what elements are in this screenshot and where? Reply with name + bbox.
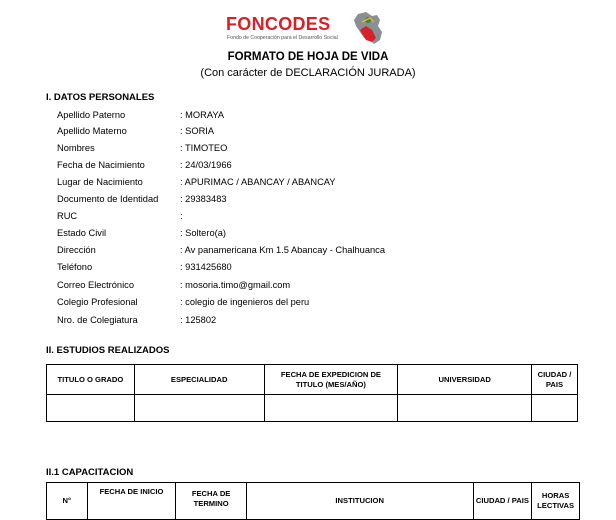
field-label: Dirección: [57, 245, 96, 255]
field-value: : 931425680: [180, 262, 232, 272]
table-cell: [134, 395, 264, 422]
field-label: Nombres: [57, 143, 95, 153]
foncodes-logo: [226, 10, 386, 46]
table-header-row: [47, 483, 580, 520]
column-header: FECHA DE TERMINO: [176, 483, 246, 520]
field-label: Colegio Profesional: [57, 297, 138, 307]
section-personal-data: I. DATOS PERSONALES: [46, 92, 155, 103]
table-header-row: [47, 365, 578, 395]
field-value: : SORIA: [180, 126, 215, 136]
column-header: FECHA DE INICIO: [87, 483, 176, 520]
form-subtitle: (Con carácter de DECLARACIÓN JURADA): [200, 67, 416, 79]
table-row: [47, 395, 578, 422]
field-label: Apellido Paterno: [57, 110, 126, 120]
field-value: : TIMOTEO: [180, 143, 228, 153]
column-header: TITULO O GRADO: [47, 365, 135, 395]
field-label: Estado Civil: [57, 228, 107, 238]
column-header: FECHA DE EXPEDICION DE TITULO (MES/AÑO): [264, 365, 398, 395]
logo-name: FONCODES: [226, 14, 331, 34]
field-value: : 29383483: [180, 194, 227, 204]
field-label: Documento de Identidad: [57, 194, 159, 204]
field-value: :: [180, 211, 183, 221]
form-title: FORMATO DE HOJA DE VIDA: [227, 51, 389, 63]
field-label: Teléfono: [57, 262, 93, 272]
column-header: INSTITUCION: [246, 483, 473, 520]
studies-table: [46, 364, 578, 422]
field-value: : MORAYA: [180, 110, 225, 120]
field-label: Lugar de Nacimiento: [57, 177, 143, 187]
column-header: HORAS LECTIVAS: [532, 483, 580, 520]
column-header: UNIVERSIDAD: [398, 365, 532, 395]
section-studies: II. ESTUDIOS REALIZADOS: [46, 345, 170, 356]
peru-map-icon: [350, 10, 386, 46]
field-label: RUC: [57, 211, 78, 221]
table-cell: [264, 395, 398, 422]
field-label: Nro. de Colegiatura: [57, 315, 138, 325]
field-value: : colegio de ingenieros del peru: [180, 297, 310, 307]
table-cell: [398, 395, 532, 422]
field-value: : 125802: [180, 315, 217, 325]
logo-tagline: Fondo de Cooperación para el Desarrollo Social: [227, 35, 338, 41]
training-table: [46, 482, 580, 520]
column-header: N°: [47, 483, 88, 520]
column-header: CIUDAD / PAIS: [532, 365, 578, 395]
field-value: : Av panamericana Km 1.5 Abancay - Chalhuanca: [180, 245, 386, 255]
field-value: : APURIMAC / ABANCAY / ABANCAY: [180, 177, 336, 187]
column-header: ESPECIALIDAD: [134, 365, 264, 395]
field-value: : 24/03/1966: [180, 160, 232, 170]
field-value: : mosoria.timo@gmail.com: [180, 280, 291, 290]
section-training: II.1 CAPACITACION: [46, 467, 134, 478]
field-label: Correo Electrónico: [57, 280, 134, 290]
field-label: Apellido Materno: [57, 126, 127, 136]
column-header: CIUDAD / PAIS: [473, 483, 532, 520]
field-value: : Soltero(a): [180, 228, 226, 238]
table-cell: [47, 395, 135, 422]
field-label: Fecha de Nacimiento: [57, 160, 145, 170]
table-cell: [532, 395, 578, 422]
